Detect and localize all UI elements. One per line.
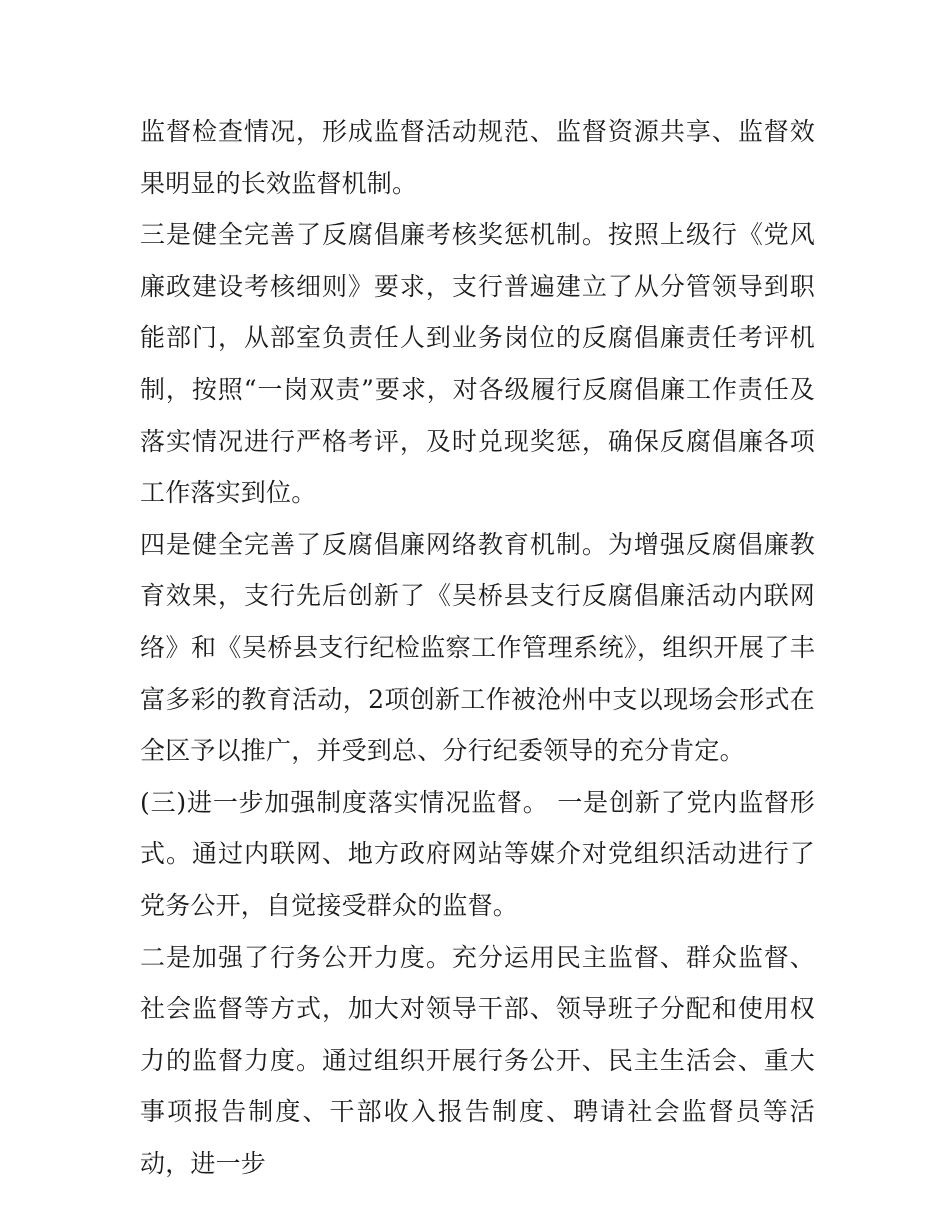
paragraph-supervision-mechanism: 监督检查情况，形成监督活动规范、监督资源共享、监督效果明显的长效监督机制。 [140,117,815,198]
paragraph-network-education: 四是健全完善了反腐倡廉网络教育机制。为增强反腐倡廉教育效果，支行先后创新了《吴桥县支行反腐倡廉活动内联网络》和《吴桥县支行纪检监察工作管理系统》，组织开展了丰富多彩的教育活动，2项创新工作被沧州中支以现场会形式在全区予以推广，并受到总、分行纪委领导的充分肯定。 [140,529,815,766]
paragraph-system-implementation: (三)进一步加强制度落实情况监督。 一是创新了党内监督形式。通过内联网、地方政府网站等媒介对党组织活动进行了党务公开，自觉接受群众的监督。 [140,787,815,920]
document-body [140,106,815,1189]
paragraph-assessment-mechanism: 三是健全完善了反腐倡廉考核奖惩机制。按照上级行《党风廉政建设考核细则》要求，支行普遍建立了从分管领导到职能部门，从部室负责任人到业务岗位的反腐倡廉责任考评机制，按照“一岗双责”要求，对各级履行反腐倡廉工作责任及落实情况进行严格考评，及时兑现奖惩，确保反腐倡廉各项工作落实到位。 [140,220,815,508]
paragraph-affairs-disclosure: 二是加强了行务公开力度。充分运用民主监督、群众监督、社会监督等方式，加大对领导干部、领导班子分配和使用权力的监督力度。通过组织开展行务公开、民主生活会、重大事项报告制度、干部收入报告制度、聘请社会监督员等活动，进一步 [140,942,815,1178]
